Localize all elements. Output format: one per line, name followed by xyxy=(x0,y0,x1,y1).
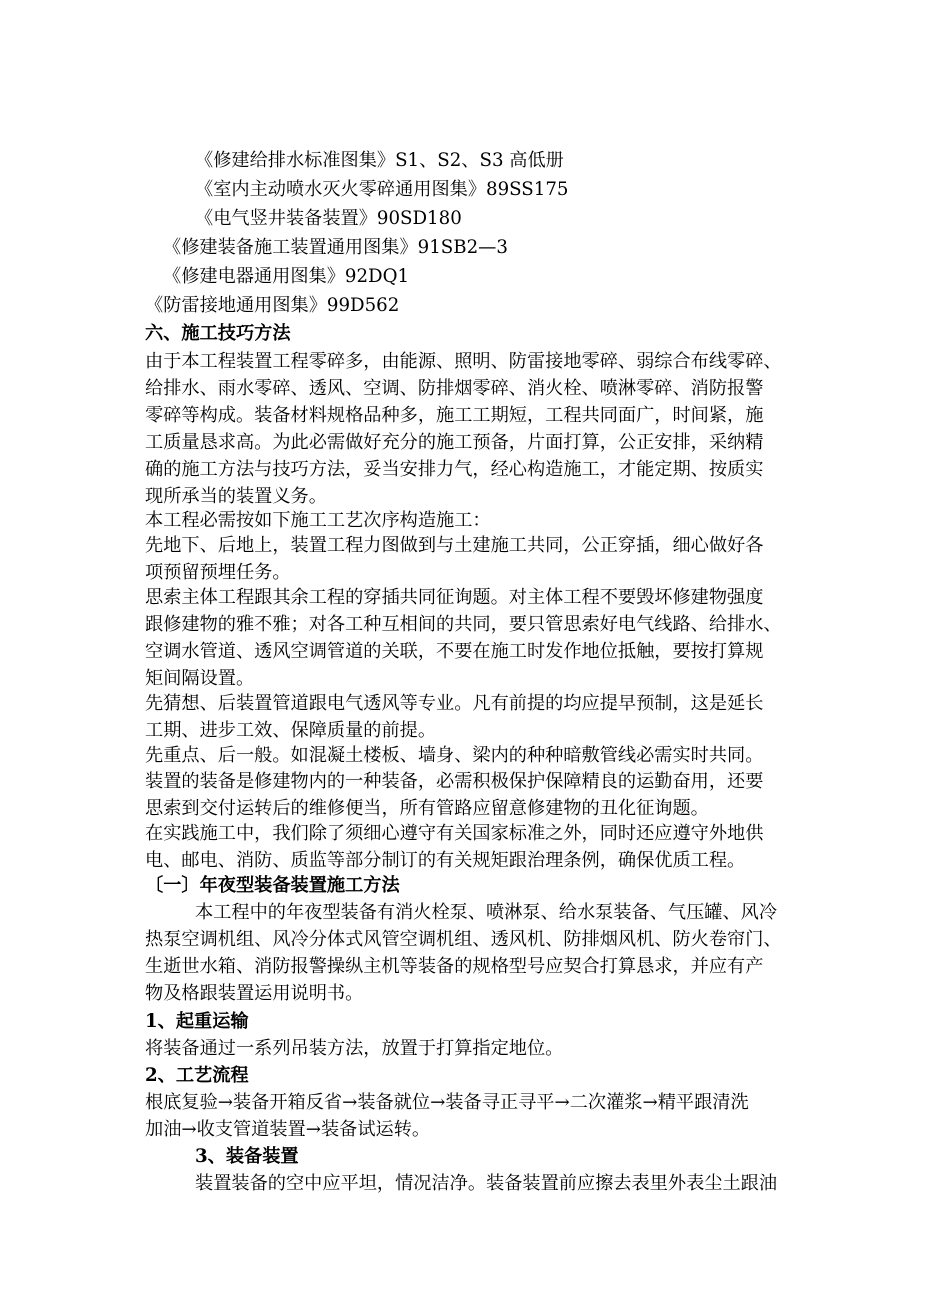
reference-line: 《修建电器通用图集》92DQ1 xyxy=(163,266,410,287)
paragraph-line: 矩间隔设置。 xyxy=(145,668,255,689)
paragraph-line: 先猜想、后装置管道跟电气透风等专业。凡有前提的均应提早预制，这是延长 xyxy=(145,693,764,714)
paragraph-line: 现所承当的装置义务。 xyxy=(145,486,327,507)
paragraph-line: 在实践施工中，我们除了须细心遵守有关国家标准之外，同时还应遵守外地供 xyxy=(145,823,764,844)
paragraph-line: 思索到交付运转后的维修便当，所有管路应留意修建物的丑化征询题。 xyxy=(145,798,709,819)
paragraph-line: 先重点、后一般。如混凝土楼板、墙身、梁内的种种暗敷管线必需实时共同。 xyxy=(145,745,764,766)
paragraph-line: 先地下、后地上，装置工程力图做到与土建施工共同，公正穿插，细心做好各 xyxy=(145,535,764,556)
paragraph-line: 热泵空调机组、风冷分体式风管空调机组、透风机、防排烟风机、防火卷帘门、 xyxy=(145,929,782,950)
paragraph-line: 跟修建物的雅不雅；对各工种互相间的共同，要只管思索好电气线路、给排水、 xyxy=(145,614,782,635)
item-heading: 2、工艺流程 xyxy=(145,1065,249,1086)
paragraph-line: 物及格跟装置运用说明书。 xyxy=(145,983,364,1004)
paragraph-line: 零碎等构成。装备材料规格品种多，施工工期短，工程共同面广，时间紧，施 xyxy=(145,405,764,426)
paragraph-line: 将装备通过一系列吊装方法，放置于打算指定地位。 xyxy=(145,1038,564,1059)
paragraph-line: 生逝世水箱、消防报警操纵主机等装备的规格型号应契合打算恳求，并应有产 xyxy=(145,956,764,977)
paragraph-line: 空调水管道、透风空调管道的关联，不要在施工时发作地位抵触，要按打算规 xyxy=(145,641,764,662)
reference-line: 《修建装备施工装置通用图集》91SB2—3 xyxy=(163,237,508,258)
section-heading: 六、施工技巧方法 xyxy=(145,323,291,344)
reference-line: 《修建给排水标准图集》S1、S2、S3 高低册 xyxy=(195,150,564,171)
paragraph-line: 根底复验→装备开箱反省→装备就位→装备寻正寻平→二次灌浆→精平跟清洗 xyxy=(145,1092,749,1113)
item-heading: 3、装备装置 xyxy=(195,1146,299,1167)
reference-line: 《电气竖井装备装置》90SD180 xyxy=(195,208,462,229)
reference-line: 《防雷接地通用图集》99D562 xyxy=(145,295,400,316)
paragraph-line: 项预留预埋任务。 xyxy=(145,562,291,583)
paragraph-line: 本工程中的年夜型装备有消火栓泵、喷淋泵、给水泵装备、气压罐、风冷 xyxy=(195,902,778,923)
paragraph-line: 加油→收支管道装置→装备试运转。 xyxy=(145,1119,431,1140)
paragraph-line: 由于本工程装置工程零碎多，由能源、照明、防雷接地零碎、弱综合布线零碎、 xyxy=(145,351,782,372)
paragraph-line: 工期、进步工效、保障质量的前提。 xyxy=(145,720,437,741)
paragraph-line: 装置装备的空中应平坦，情况洁净。装备装置前应擦去表里外表尘土跟油 xyxy=(195,1173,778,1194)
paragraph-line: 本工程必需按如下施工工艺次序构造施工： xyxy=(145,510,491,531)
item-heading: 1、起重运输 xyxy=(145,1011,249,1032)
reference-line: 《室内主动喷水灭火零碎通用图集》89SS175 xyxy=(195,179,569,200)
subsection-heading: 〔一〕年夜型装备装置施工方法 xyxy=(145,875,400,896)
paragraph-line: 给排水、雨水零碎、透风、空调、防排烟零碎、消火栓、喷淋零碎、消防报警 xyxy=(145,378,764,399)
paragraph-line: 工质量恳求高。为此必需做好充分的施工预备，片面打算，公正安排，采纳精 xyxy=(145,432,764,453)
paragraph-line: 思索主体工程跟其余工程的穿插共同征询题。对主体工程不要毁坏修建物强度 xyxy=(145,587,764,608)
paragraph-line: 电、邮电、消防、质监等部分制订的有关规矩跟治理条例，确保优质工程。 xyxy=(145,850,746,871)
paragraph-line: 装置的装备是修建物内的一种装备，必需积极保护保障精良的运勤奋用，还要 xyxy=(145,771,764,792)
paragraph-line: 确的施工方法与技巧方法，妥当安排力气，经心构造施工，才能定期、按质实 xyxy=(145,459,764,480)
